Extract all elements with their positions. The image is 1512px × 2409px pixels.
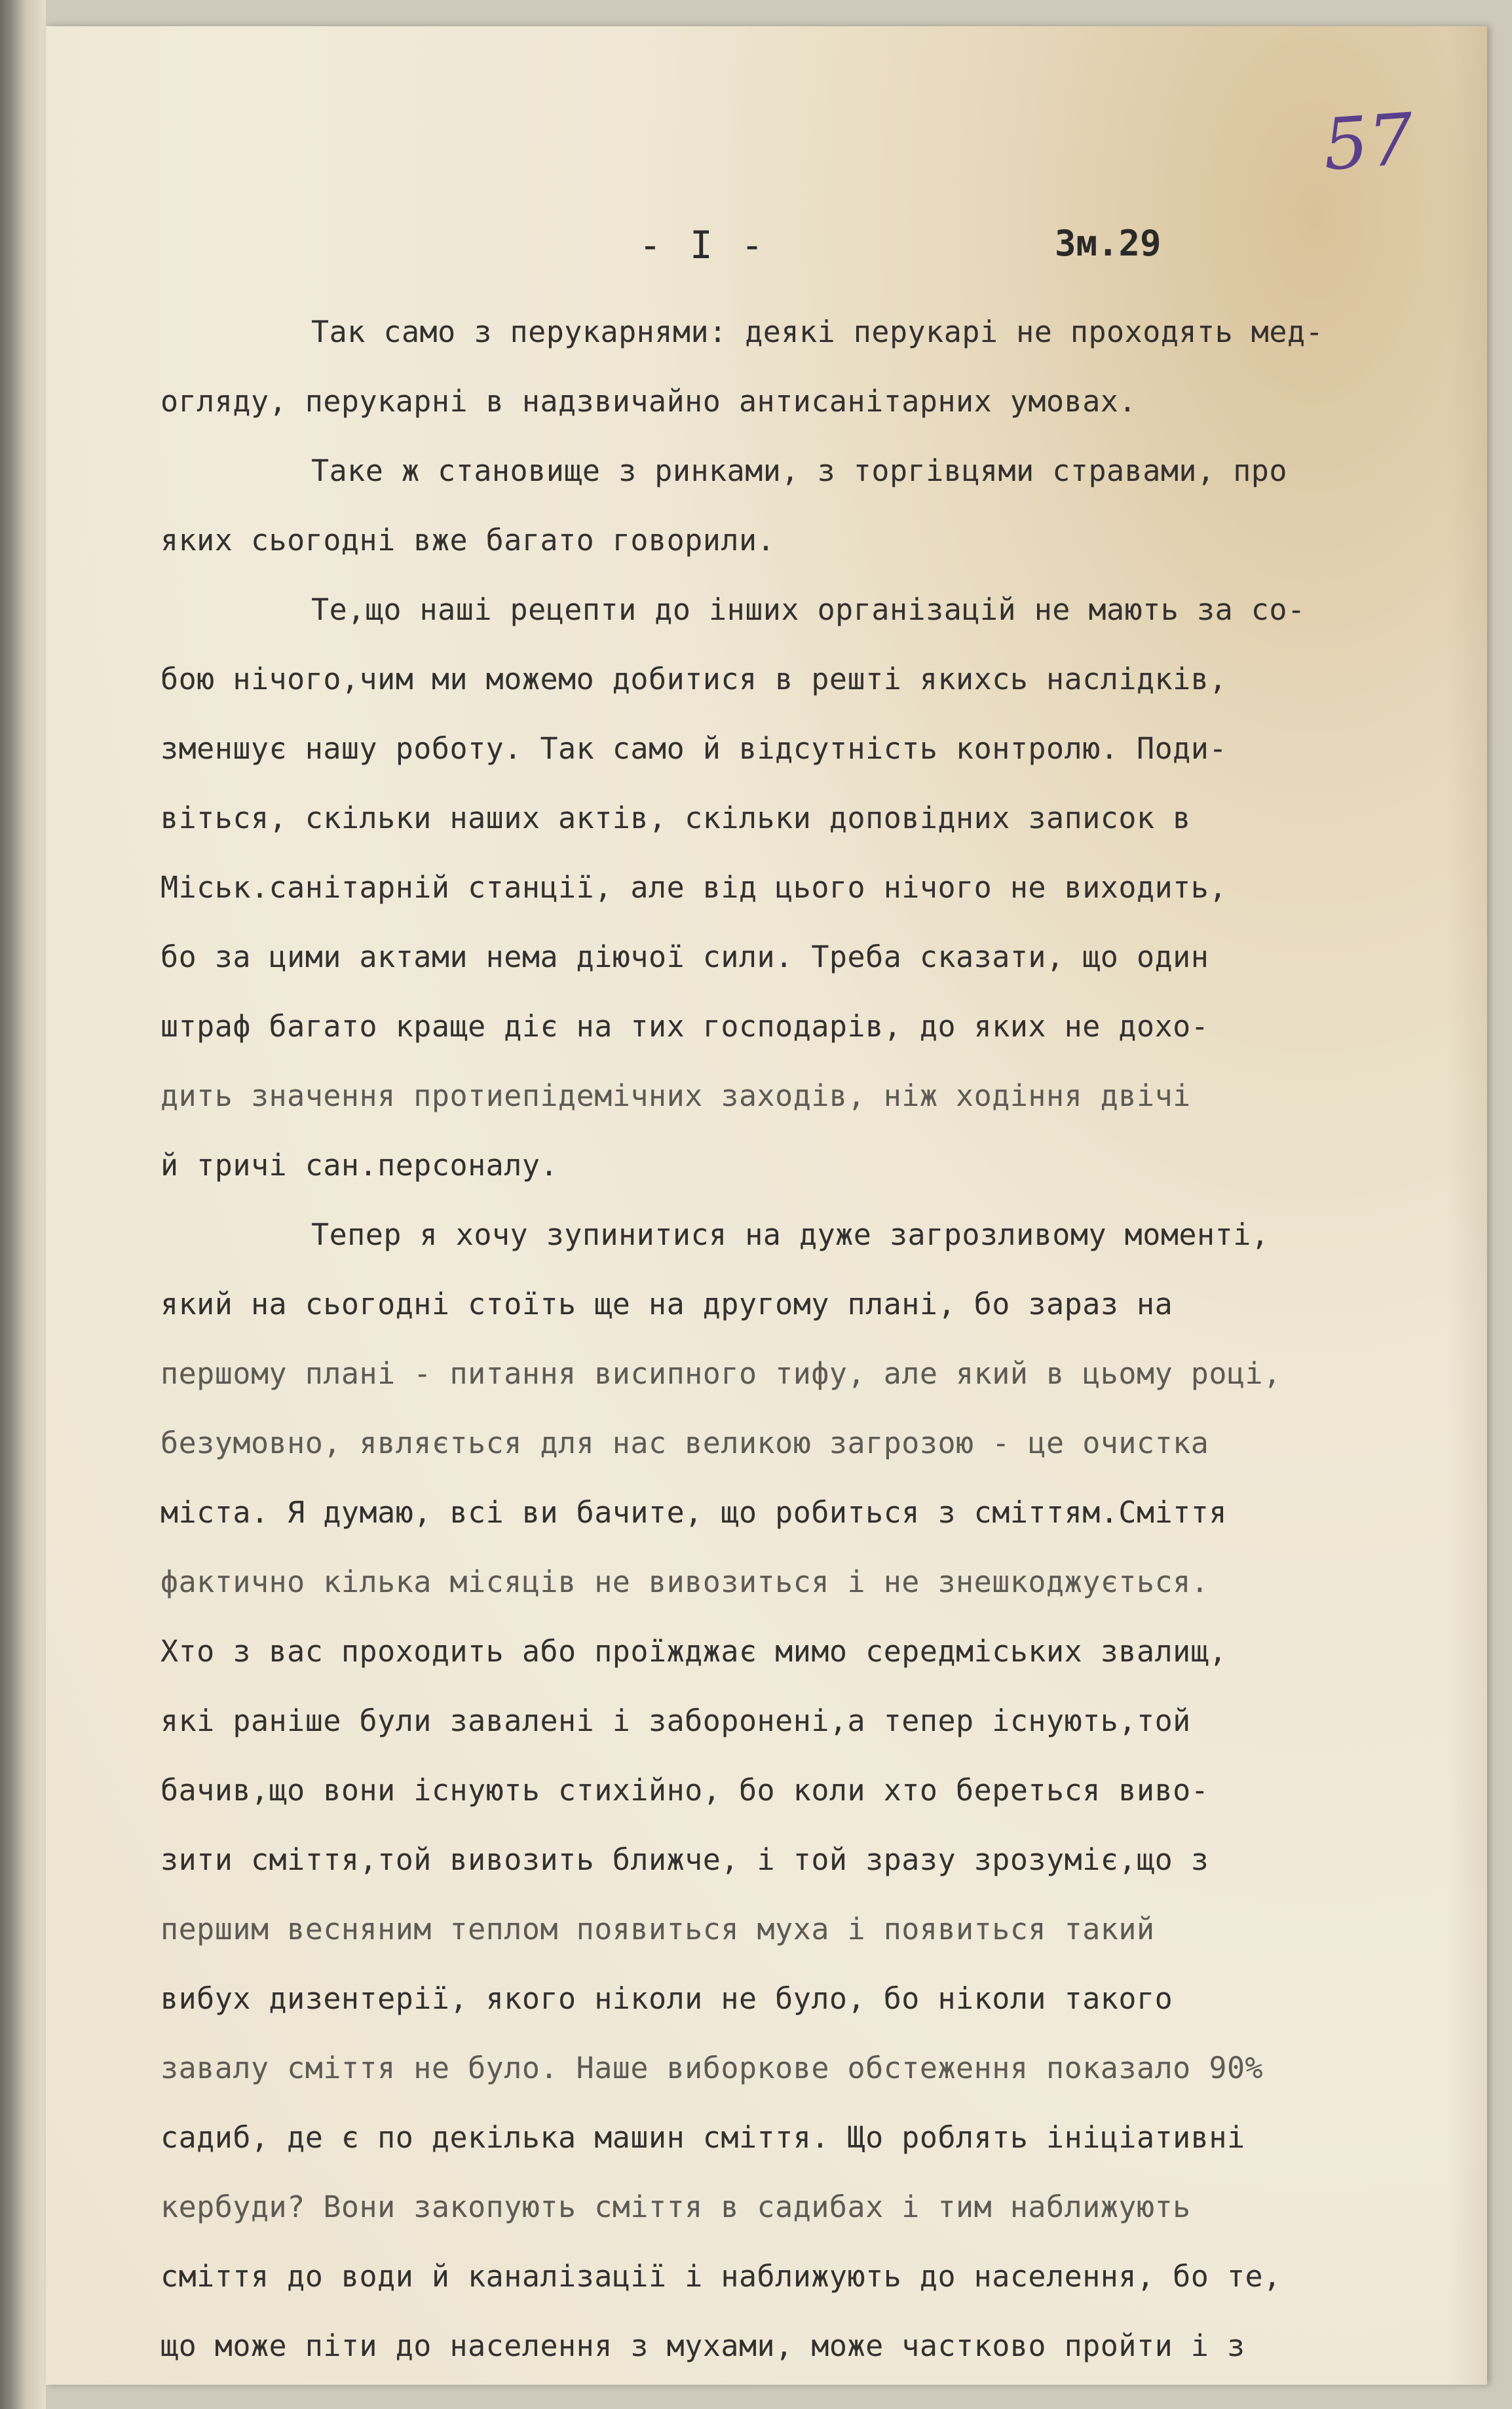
text-line: фактично кілька місяців не вивозиться і не знешкоджується. bbox=[161, 1565, 1209, 1599]
page-number: - I - bbox=[639, 223, 766, 267]
text-line: бачив,що вони існують стихійно, бо коли хто береться вивo- bbox=[161, 1773, 1209, 1808]
text-line: бою нічого,чим ми можемо добитися в решті якихсь наслідків, bbox=[161, 662, 1227, 696]
text-line: безумовно, являється для нас великою загрозою - це очистка bbox=[161, 1426, 1209, 1460]
text-line: який на сьогодні стоїть ще на другому плані, бо зараз на bbox=[161, 1287, 1173, 1321]
text-line: вибух дизентерії, якого ніколи не було, бо ніколи такого bbox=[161, 1981, 1173, 2016]
text-line: Так само з перукарнями: деякі перукарі не проходять мед- bbox=[311, 314, 1324, 349]
binding-edge bbox=[0, 0, 46, 2409]
text-line: завалу сміття не було. Наше виборкове обстеження показало 90% bbox=[161, 2051, 1264, 2085]
text-line: яких сьогодні вже багато говорили. bbox=[161, 523, 776, 558]
text-line: штраф багато краще діє на тих господарів, до яких не дохо- bbox=[161, 1009, 1209, 1044]
text-line: Таке ж становище з ринками, з торгівцями стравами, про bbox=[311, 453, 1287, 488]
text-line: дить значення протиепідемічних заходів, ніж ходіння двічі bbox=[161, 1078, 1191, 1113]
text-line: що може піти до населення з мухами, може частково пройти і з bbox=[161, 2328, 1245, 2363]
text-line: які раніше були завалені і заборонені,а тепер існують,той bbox=[161, 1703, 1191, 1738]
text-line: бо за цими актами нема діючої сили. Треба сказати, що один bbox=[161, 939, 1209, 974]
text-line: Міськ.санітарній станції, але від цього нічого не виходить, bbox=[161, 870, 1227, 905]
page-header bbox=[46, 223, 1487, 282]
text-line: кербуди? Вони закопують сміття в садибах і тим наближують bbox=[161, 2190, 1191, 2224]
text-line: першому плані - питання висипного тифу, але який в цьому році, bbox=[161, 1356, 1281, 1391]
folio-number: 57 bbox=[1320, 98, 1416, 187]
text-line: зменшує нашу роботу. Так само й відсутність контролю. Поди- bbox=[161, 731, 1227, 766]
text-line: міста. Я думаю, всі ви бачите, що робиться з сміттям.Сміття bbox=[161, 1495, 1227, 1530]
text-line: Хто з вас проходить або проїжджає мимо середміських звалищ, bbox=[161, 1634, 1227, 1669]
text-line: віться, скільки наших актів, скільки доповідних записок в bbox=[161, 801, 1191, 835]
text-line: Тепер я хочу зупинитися на дуже загрозливому моменті, bbox=[311, 1217, 1270, 1252]
text-line: й тричі сан.персоналу. bbox=[161, 1148, 559, 1183]
text-line: огляду, перукарні в надзвичайно антисанітарних умовах. bbox=[161, 384, 1137, 419]
text-line: зити сміття,той вивозить ближче, і той зразу зрозуміє,що з bbox=[161, 1842, 1209, 1877]
text-line: Те,що наші рецепти до інших організацій не мають за со- bbox=[311, 592, 1306, 627]
text-line: першим весняним теплом появиться муха і появиться такий bbox=[161, 1912, 1155, 1946]
document-page bbox=[46, 26, 1487, 2385]
text-line: сміття до води й каналізації і наближують до населення, бо те, bbox=[161, 2259, 1281, 2294]
document-reference: Зм.29 bbox=[1055, 223, 1162, 264]
text-line: садиб, де є по декілька машин сміття. Що роблять ініціативні bbox=[161, 2120, 1245, 2155]
